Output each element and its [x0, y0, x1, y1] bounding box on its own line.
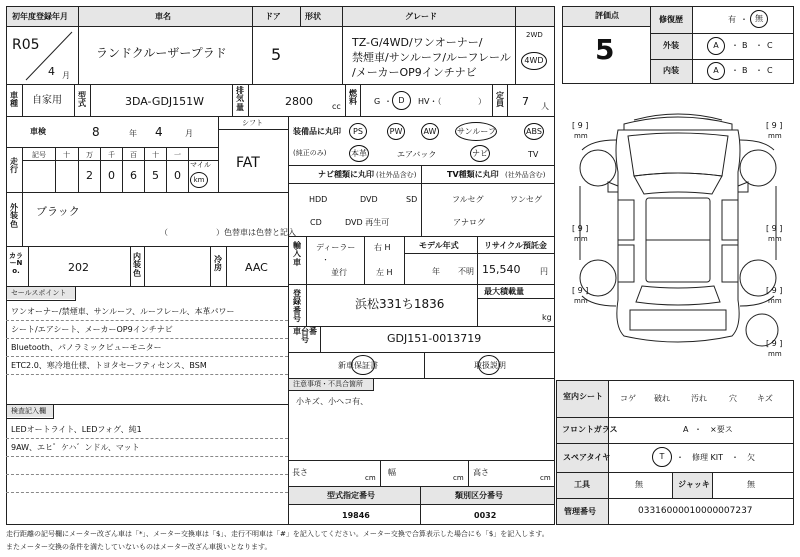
- mileage-unit-1: 万: [86, 151, 93, 159]
- fuel-label: 燃料: [349, 89, 357, 107]
- tread-spare-unit: mm: [768, 350, 782, 358]
- usage-label: 車種: [10, 91, 18, 109]
- chassis-value: GDJ151-0013719: [387, 332, 482, 345]
- mileage-label: 走行: [10, 157, 18, 175]
- registration-value: 浜松331ち1836: [355, 297, 445, 311]
- interior-b: B: [742, 66, 748, 75]
- mileage-digit-3: 6: [130, 169, 137, 182]
- tread-rl-unit: mm: [574, 235, 588, 243]
- door-label: ドア: [265, 12, 281, 21]
- model-label: 型式: [78, 91, 86, 109]
- class-number-label: 類別区分番号: [455, 491, 503, 500]
- inspection-label: 車検: [30, 127, 46, 136]
- exterior-a-circled: A: [707, 37, 725, 55]
- seat-hole: 穴: [729, 394, 737, 403]
- footer-line-2: またメーター交換の条件を満たしていないものはメーター改ざん車扱いとなります。: [6, 543, 272, 551]
- tread-fr-unit: mm: [768, 132, 782, 140]
- tread-rl: [ 9 ]: [572, 224, 589, 233]
- color-no-value: 202: [68, 261, 89, 274]
- jack-label: ジャッキ: [678, 480, 710, 489]
- inspection-month: 4: [155, 125, 163, 139]
- mileage-sign-label: 記号: [32, 151, 46, 159]
- grade-line-3: /メーカーOP9インチナビ: [352, 66, 477, 79]
- import-label: 輸入車: [293, 241, 301, 267]
- sales-point-1: ワンオーナー/禁煙車、サンルーフ、ルーフレール、本革パワー: [11, 307, 235, 316]
- inspection-year: 8: [92, 125, 100, 139]
- displacement-value: 2800: [285, 95, 313, 108]
- inspector-line-2: 9AW、エヒ゜ケハ゛ンドル、マット: [11, 443, 140, 452]
- tools-value: 無: [635, 480, 643, 489]
- fuel-d-circled: D: [392, 91, 411, 110]
- nav-type-sub: (社外品含む): [376, 171, 417, 179]
- length-cm: cm: [365, 474, 376, 482]
- notes-value: 小キズ、小ヘコ有、: [296, 397, 369, 406]
- max-load-label: 最大積載量: [484, 287, 524, 296]
- color-no-label: カラーNo.: [9, 252, 23, 275]
- length-label: 長さ: [292, 468, 308, 477]
- jack-value: 無: [747, 480, 755, 489]
- interior-a-circled: A: [707, 62, 725, 80]
- manual-circle: [478, 355, 500, 375]
- interior-seat-label: 室内シート: [563, 392, 603, 401]
- sales-point-2: シート/エアシート、メーカーOP9インチナビ: [11, 325, 173, 334]
- tv-type-label: TV種類に丸印: [447, 170, 499, 179]
- equip-tv: TV: [528, 150, 539, 159]
- interior-label: 内装: [663, 66, 679, 75]
- equip-pw: PW: [387, 123, 405, 140]
- mile-label: マイル: [190, 161, 211, 169]
- class-number-value: 0032: [474, 511, 497, 520]
- warranty-circle: [351, 355, 375, 375]
- fuel-hv: HV・（: [418, 97, 442, 106]
- tread-fr: [ 9 ]: [766, 121, 783, 130]
- type-designation-value: 19846: [342, 511, 370, 520]
- interior-color-label: 内装色: [133, 252, 141, 278]
- reg-month: 4: [48, 65, 55, 78]
- reg-era-year: R05: [12, 37, 40, 53]
- mileage-unit-3: 百: [130, 151, 137, 159]
- windshield-x: ・ ×要ス: [694, 425, 733, 434]
- model-year-label: モデル年式: [419, 241, 459, 250]
- tread-rr-unit: mm: [768, 235, 782, 243]
- max-load-kg: kg: [542, 313, 552, 322]
- equipment-label: 装備品に丸印: [293, 127, 341, 136]
- nav-dvd-playback: DVD 再生可: [345, 218, 390, 227]
- repair-history-label: 修復歴: [659, 15, 683, 24]
- person-unit: 人: [541, 102, 549, 111]
- sales-point-4: ETC2.0、寒冷地仕様、トヨタセーフティセンス、BSM: [11, 361, 207, 370]
- windshield-a: A: [683, 425, 689, 434]
- first-reg-label: 初年度登録年月: [12, 12, 68, 21]
- spare-t-circled: T: [652, 447, 672, 467]
- seat-tear: 破れ: [654, 394, 670, 403]
- height-label: 高さ: [473, 468, 489, 477]
- equip-ps: PS: [349, 123, 367, 140]
- manual: 取扱説明: [474, 361, 506, 370]
- model-value: 3DA-GDJ151W: [125, 95, 205, 108]
- chassis-label: 車台番号: [293, 327, 317, 345]
- tv-fullseg: フルセグ: [452, 195, 484, 204]
- tv-type-sub: (社外品含む): [505, 171, 546, 179]
- nav-dvd: DVD: [360, 195, 378, 204]
- inspector-label: 検査記入欄: [11, 407, 46, 415]
- reg-month-unit: 月: [62, 71, 70, 80]
- nav-cd: CD: [310, 218, 322, 227]
- color-value: ブラック: [36, 205, 80, 218]
- inspection-month-unit: 月: [185, 129, 193, 138]
- nav-hdd: HDD: [309, 195, 328, 204]
- car-outline-svg: [562, 90, 794, 375]
- aircon-label: 冷房: [214, 255, 222, 273]
- grade-line-2: 禁煙車/サンルーフ/ルーフレール: [352, 51, 511, 64]
- model-year-unknown: 不明: [458, 267, 474, 276]
- nav-sd: SD: [406, 195, 418, 204]
- spare-tire-label: スペアタイヤ: [563, 453, 611, 462]
- seat-scratch: キズ: [757, 394, 773, 403]
- shape-label: 形状: [305, 12, 321, 21]
- tread-extra-2-unit: mm: [768, 297, 782, 305]
- width-cm: cm: [453, 474, 464, 482]
- warranty: 新車保証書: [338, 361, 378, 370]
- mileage-digit-4: 5: [152, 169, 159, 182]
- equipment-sub: (純正のみ): [293, 149, 327, 157]
- import-dealer: ディーラー: [316, 243, 356, 252]
- windshield-label: フロントガラス: [562, 425, 618, 434]
- fuel-close: ）: [478, 97, 486, 106]
- tread-extra-1: [ 9 ]: [572, 286, 589, 295]
- drive-2wd: 2WD: [526, 31, 543, 39]
- displacement-label: 排気量: [236, 86, 244, 112]
- score-label: 評価点: [595, 11, 619, 20]
- tread-fl-unit: mm: [574, 132, 588, 140]
- import-right: 右 H: [374, 243, 391, 252]
- capacity-value: 7: [522, 95, 529, 108]
- equip-aw: AW: [421, 123, 439, 140]
- fuel-g: G: [374, 97, 381, 106]
- equip-sunroof: サンルーフ: [457, 127, 496, 136]
- tread-extra-1-unit: mm: [574, 297, 588, 305]
- footer-line-1: 走行距離の記号欄にメーター改ざん車は「*」、メーター交換車は「$」、走行不明車は「#」を記入してください。メーター交換で合算表示した場合にも「$」を記入します。: [6, 530, 549, 538]
- door-count: 5: [271, 45, 282, 64]
- seat-burn: コゲ: [620, 394, 636, 403]
- color-label: 外装色: [10, 203, 18, 229]
- tread-fl: [ 9 ]: [572, 121, 589, 130]
- import-parallel: 並行: [331, 268, 347, 277]
- usage-value: 自家用: [32, 95, 62, 106]
- mileage-digit-2: 0: [108, 169, 115, 182]
- equip-leather: 本革: [349, 145, 369, 162]
- tools-label: 工具: [574, 480, 590, 489]
- import-left: 左 H: [376, 268, 393, 277]
- shift-label: シフト: [242, 119, 263, 127]
- exterior-label: 外装: [663, 41, 679, 50]
- mileage-digit-5: 0: [174, 169, 181, 182]
- color-note: （ ）色替車は色替と記入: [160, 228, 296, 237]
- tread-spare: [ 9 ]: [766, 339, 783, 348]
- mileage-unit-5: 一: [174, 151, 181, 159]
- exterior-c: C: [767, 41, 773, 50]
- car-name-label: 車名: [155, 12, 171, 21]
- sales-points-label: セールスポイント: [11, 289, 67, 297]
- sales-point-3: Bluetooth、パノラミックビューモニター: [11, 343, 162, 352]
- equip-abs: ABS: [524, 123, 544, 140]
- repair-no-circled: 無: [750, 10, 768, 28]
- km-circled: km: [190, 172, 208, 188]
- interior-c: C: [767, 66, 773, 75]
- car-diagram: [562, 90, 794, 375]
- notes-label: 注意事項・不具合箇所: [293, 380, 363, 388]
- model-year-unit: 年: [432, 267, 440, 276]
- inspection-year-unit: 年: [129, 129, 137, 138]
- mileage-unit-0: 十: [63, 151, 70, 159]
- seat-stain: 汚れ: [691, 394, 707, 403]
- height-cm: cm: [540, 474, 551, 482]
- spare-kit: ・ 修理 KIT ・ 欠: [676, 453, 756, 462]
- type-designation-label: 型式指定番号: [327, 491, 375, 500]
- tread-rr: [ 9 ]: [766, 224, 783, 233]
- tv-oneseg: ワンセグ: [510, 195, 542, 204]
- aircon-value: AAC: [245, 261, 268, 274]
- nav-type-label: ナビ種類に丸印: [318, 170, 374, 179]
- registration-label: 登録番号: [293, 289, 301, 324]
- drive-4wd-circled: 4WD: [521, 52, 547, 70]
- equip-sunroof-circle: [455, 122, 497, 141]
- management-value: 03316000010000007237: [638, 506, 753, 516]
- capacity-label: 定員: [496, 91, 504, 109]
- mileage-digit-1: 2: [86, 169, 93, 182]
- grade-label: グレード: [405, 12, 437, 21]
- repair-yes: 有: [728, 15, 736, 24]
- exterior-b: B: [742, 41, 748, 50]
- tread-extra-2: [ 9 ]: [766, 286, 783, 295]
- grade-line-1: TZ-G/4WD/ワンオーナー/: [352, 36, 483, 49]
- score-value: 5: [595, 33, 615, 66]
- shift-value: FAT: [236, 155, 260, 171]
- car-name: ランドクルーザープラド: [96, 46, 227, 60]
- cc-unit: cc: [332, 102, 341, 111]
- mileage-unit-4: 十: [152, 151, 159, 159]
- management-label: 管理番号: [564, 507, 596, 516]
- mileage-unit-2: 千: [108, 151, 115, 159]
- equip-airbag: エアバック: [397, 150, 437, 159]
- recycle-label: リサイクル預託金: [484, 241, 547, 250]
- tv-analog: アナログ: [453, 218, 485, 227]
- inspector-line-1: LEDオートライト、LEDフォグ、純1: [11, 425, 142, 434]
- recycle-value: 15,540: [482, 263, 521, 276]
- recycle-yen: 円: [540, 267, 548, 276]
- width-label: 幅: [388, 468, 396, 477]
- equip-navi: ナビ: [470, 145, 490, 162]
